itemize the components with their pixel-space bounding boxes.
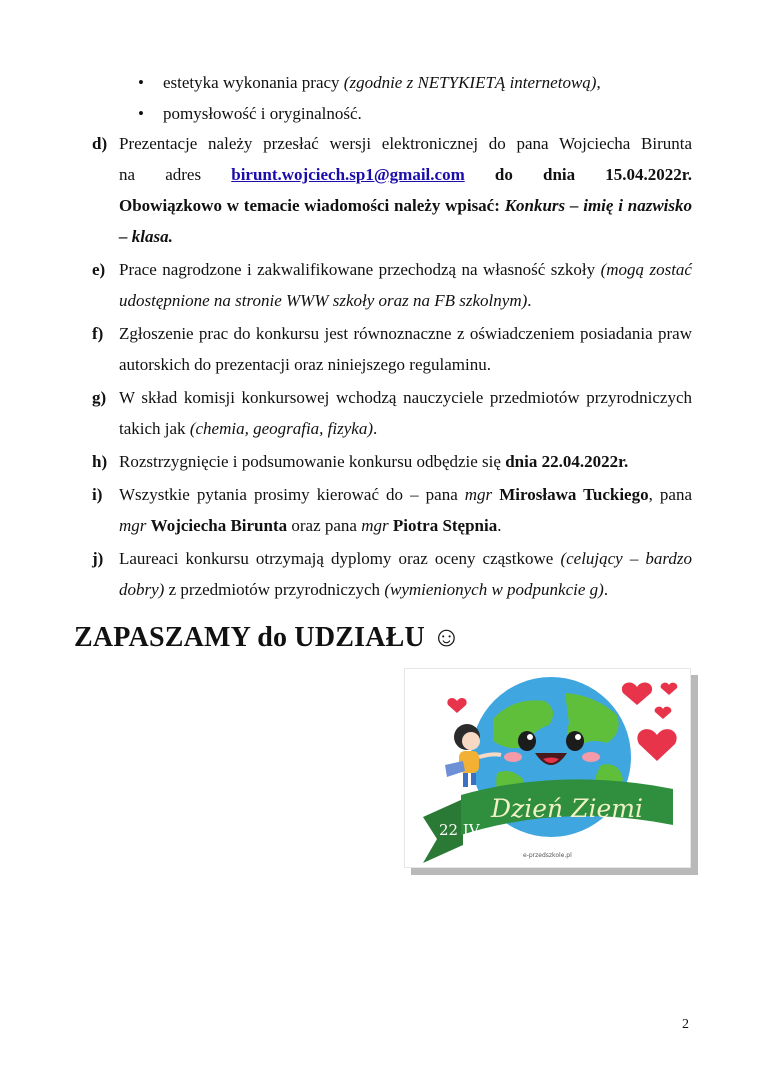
heart-icon bbox=[622, 683, 652, 705]
heart-icon bbox=[447, 698, 466, 713]
email-link[interactable]: birunt.wojciech.sp1@gmail.com bbox=[231, 165, 465, 184]
date-text: 22 IV bbox=[439, 821, 480, 839]
rule-item-j: j) Laureaci konkursu otrzymają dyplomy oraz oceny cząstkowe (celujący – bardzo dobry) z przedmiotów przyrodniczych (wymienionych w podpunkcie g). bbox=[92, 549, 693, 599]
rule-item-d: d) Prezentacje należy przesłać wersji elektronicznej do pana Wojciecha Birunta na adres birunt.wojciech.sp1@gmail.com do dnia 15.04.2022r. Obowiązkowo w temacie wiadomości należy wpisać: Konkurs – imię i nazwisko – klasa. bbox=[92, 134, 693, 246]
rules-list bbox=[92, 128, 692, 607]
rule-item-e: e) Prace nagrodzone i zakwalifikowane przechodzą na własność szkoły (mogą zostać udostępnione na stronie WWW szkoły oraz na FB szkolnym). bbox=[92, 260, 692, 310]
rule-item-f: f) Zgłoszenie prac do konkursu jest równoznaczne z oświadczeniem posiadania praw autorskich do prezentacji oraz niniejszego regulaminu. bbox=[92, 324, 692, 374]
rule-item-h: h) Rozstrzygnięcie i podsumowanie konkursu odbędzie się dnia 22.04.2022r. bbox=[92, 452, 629, 471]
invitation-heading: ZAPASZAMY do UDZIAŁU ☺ bbox=[74, 622, 461, 653]
heart-icon bbox=[655, 707, 672, 719]
page-number: 2 bbox=[682, 1017, 689, 1032]
rule-item-g: g) W skład komisji konkursowej wchodzą nauczyciele przedmiotów przyrodniczych takich jak (chemia, geografia, fizyka). bbox=[92, 388, 692, 438]
heart-icon bbox=[661, 683, 678, 695]
credit-text: e-przedszkole.pl bbox=[523, 852, 572, 859]
rule-item-i: i) Wszystkie pytania prosimy kierować do – pana mgr Mirosława Tuckiego, pana mgr Wojciecha Birunta oraz pana mgr Piotra Stępnia. bbox=[92, 485, 692, 535]
criteria-bullet-list bbox=[138, 68, 698, 129]
heart-icon bbox=[637, 729, 676, 761]
bullet-item: • pomysłowość i oryginalność. bbox=[138, 99, 698, 130]
earth-day-graphic bbox=[405, 669, 690, 867]
banner-text: Dzień Ziemi bbox=[491, 794, 643, 823]
earth-day-illustration bbox=[404, 668, 691, 868]
bullet-item: • estetyka wykonania pracy (zgodnie z NETYKIETĄ internetową), bbox=[138, 68, 698, 99]
